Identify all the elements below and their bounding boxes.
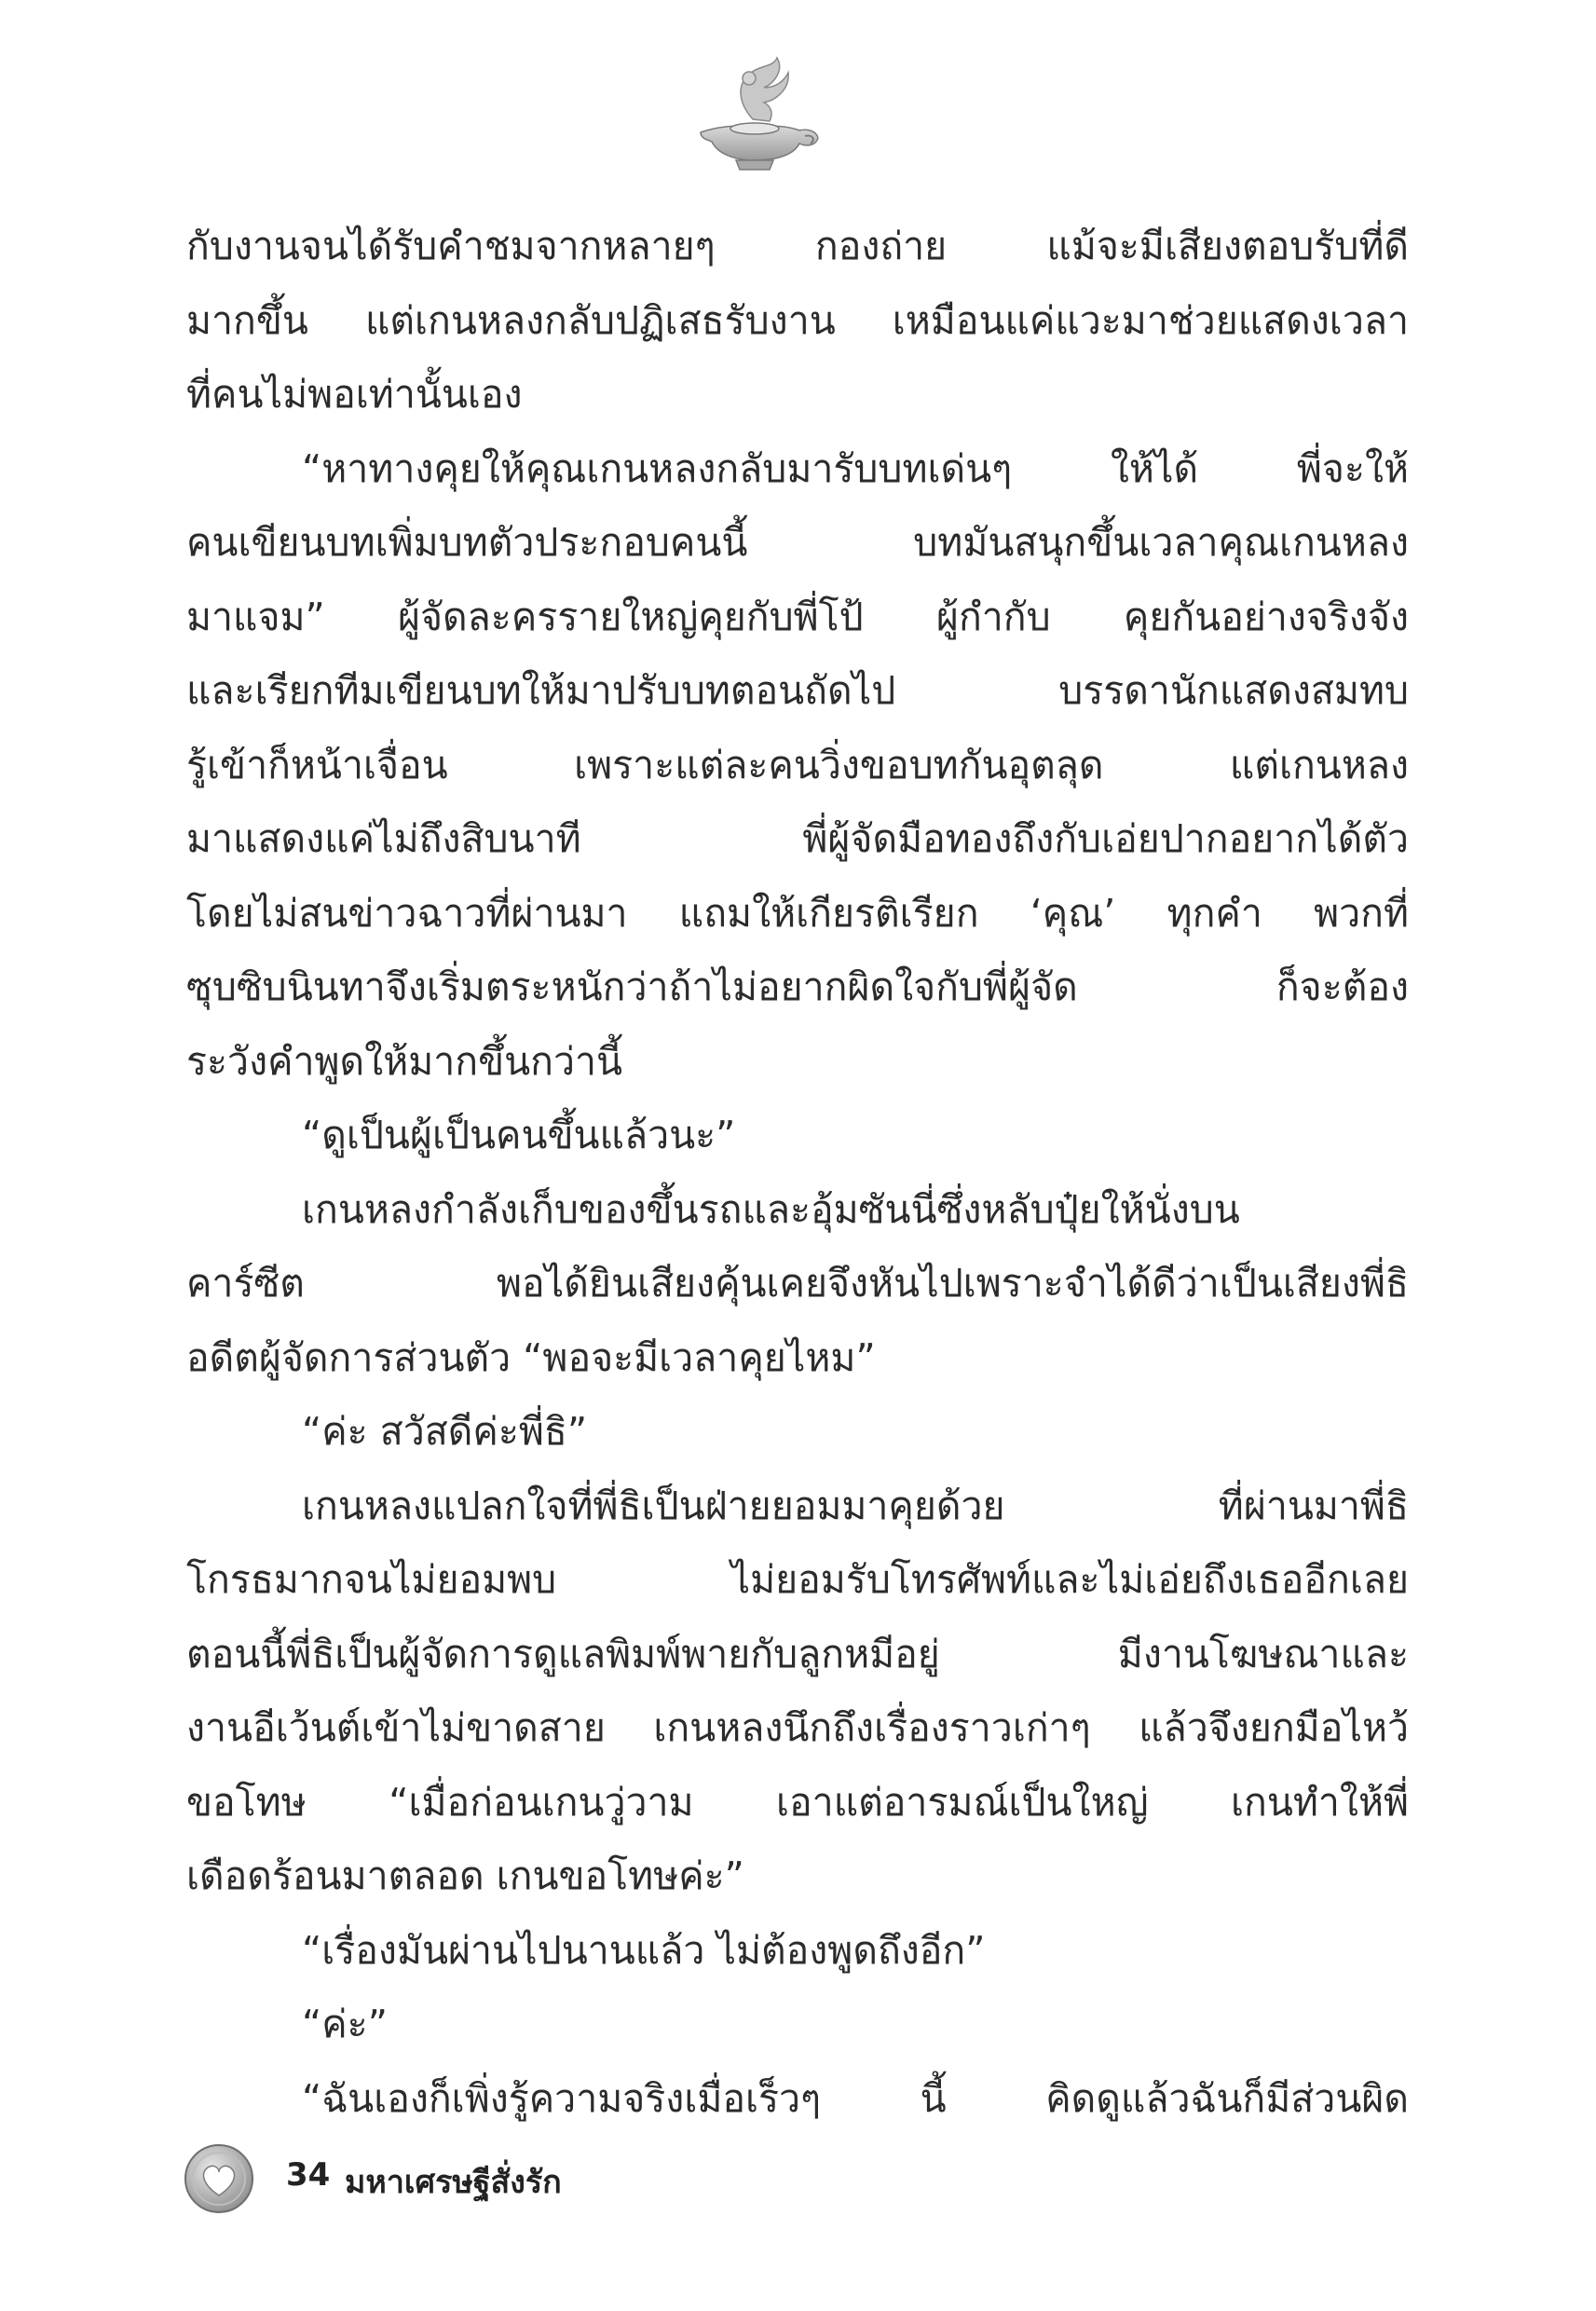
text-line: “ค่ะ สวัสดีค่ะพี่ธิ” [302, 1409, 588, 1454]
text-line: รู้เข้าก็หน้าเจื่อน เพราะแต่ละคนวิ่งขอบทกันอุตลุด แต่เกนหลง [186, 742, 1409, 787]
text-line: “เรื่องมันผ่านไปนานแล้ว ไม่ต้องพูดถึงอีก” [302, 1927, 986, 1973]
text-line: เดือดร้อนมาตลอด เกนขอโทษค่ะ” [186, 1853, 744, 1898]
text-line: ระวังคำพูดให้มากขึ้นกว่านี้ [186, 1038, 623, 1084]
body-text [186, 210, 1409, 2136]
text-line: กับงานจนได้รับคำชมจากหลายๆ กองถ่าย แม้จะมีเสียงตอบรับที่ดี [186, 224, 1409, 268]
book-title: มหาเศรษฐีสั่งรัก [345, 2164, 562, 2201]
text-line: “ฉันเองก็เพิ่งรู้ความจริงเมื่อเร็วๆ นี้ คิดดูแล้วฉันก็มีส่วนผิด [302, 2075, 1409, 2121]
text-line: “หาทางคุยให้คุณเกนหลงกลับมารับบทเด่นๆ ให้ได้ พี่จะให้ [302, 445, 1409, 491]
text-line: ขอโทษ “เมื่อก่อนเกนวู่วาม เอาแต่อารมณ์เป็นใหญ่ เกนทำให้พี่ [186, 1779, 1409, 1825]
text-line: มากขึ้น แต่เกนหลงกลับปฏิเสธรับงาน เหมือนแค่แวะมาช่วยแสดงเวลา [186, 297, 1409, 343]
text-line: คาร์ซีต พอได้ยินเสียงคุ้นเคยจึงหันไปเพราะจำได้ดีว่าเป็นเสียงพี่ธิ [186, 1261, 1409, 1306]
page-footer [182, 2141, 834, 2216]
text-line: โดยไม่สนข่าวฉาวที่ผ่านมา แถมให้เกียรติเรียก ‘คุณ’ ทุกคำ พวกที่ [186, 890, 1409, 936]
text-line: อดีตผู้จัดการส่วนตัว “พอจะมีเวลาคุยไหม” [186, 1334, 876, 1380]
heart-badge-icon [182, 2141, 256, 2216]
genie-lamp-ornament-icon [680, 47, 829, 177]
text-line: มาแจม” ผู้จัดละครรายใหญ่คุยกับพี่โป้ ผู้กำกับ คุยกันอย่างจริงจัง [186, 594, 1409, 639]
text-line: “ดูเป็นผู้เป็นคนขึ้นแล้วนะ” [302, 1113, 736, 1157]
text-line: และเรียกทีมเขียนบทให้มาปรับบทตอนถัดไป บรรดานักแสดงสมทบ [186, 668, 1409, 713]
text-line: คนเขียนบทเพิ่มบทตัวประกอบคนนี้ บทมันสนุกขึ้นเวลาคุณเกนหลง [186, 520, 1409, 565]
text-line: ตอนนี้พี่ธิเป็นผู้จัดการดูแลพิมพ์พายกับลูกหมีอยู่ มีงานโฆษณาและ [186, 1631, 1409, 1676]
page-number: 34 [286, 2156, 331, 2194]
text-line: มาแสดงแค่ไม่ถึงสิบนาที พี่ผู้จัดมือทองถึงกับเอ่ยปากอยากได้ตัว [186, 816, 1409, 861]
text-line: เกนหลงกำลังเก็บของขึ้นรถและอุ้มซันนี่ซึ่งหลับปุ๋ยให้นั่งบน [302, 1186, 1240, 1232]
text-line: โกรธมากจนไม่ยอมพบ ไม่ยอมรับโทรศัพท์และไม่เอ่ยถึงเธออีกเลย [186, 1557, 1409, 1602]
text-line: งานอีเว้นต์เข้าไม่ขาดสาย เกนหลงนึกถึงเรื่องราวเก่าๆ แล้วจึงยกมือไหว้ [186, 1705, 1409, 1750]
text-line: เกนหลงแปลกใจที่พี่ธิเป็นฝ่ายยอมมาคุยด้วย ที่ผ่านมาพี่ธิ [302, 1483, 1409, 1528]
text-line: ที่คนไม่พอเท่านั้นเอง [186, 372, 523, 417]
text-line: ซุบซิบนินทาจึงเริ่มตระหนักว่าถ้าไม่อยากผิดใจกับพี่ผู้จัด ก็จะต้อง [186, 964, 1409, 1009]
text-line: “ค่ะ” [302, 2002, 388, 2046]
